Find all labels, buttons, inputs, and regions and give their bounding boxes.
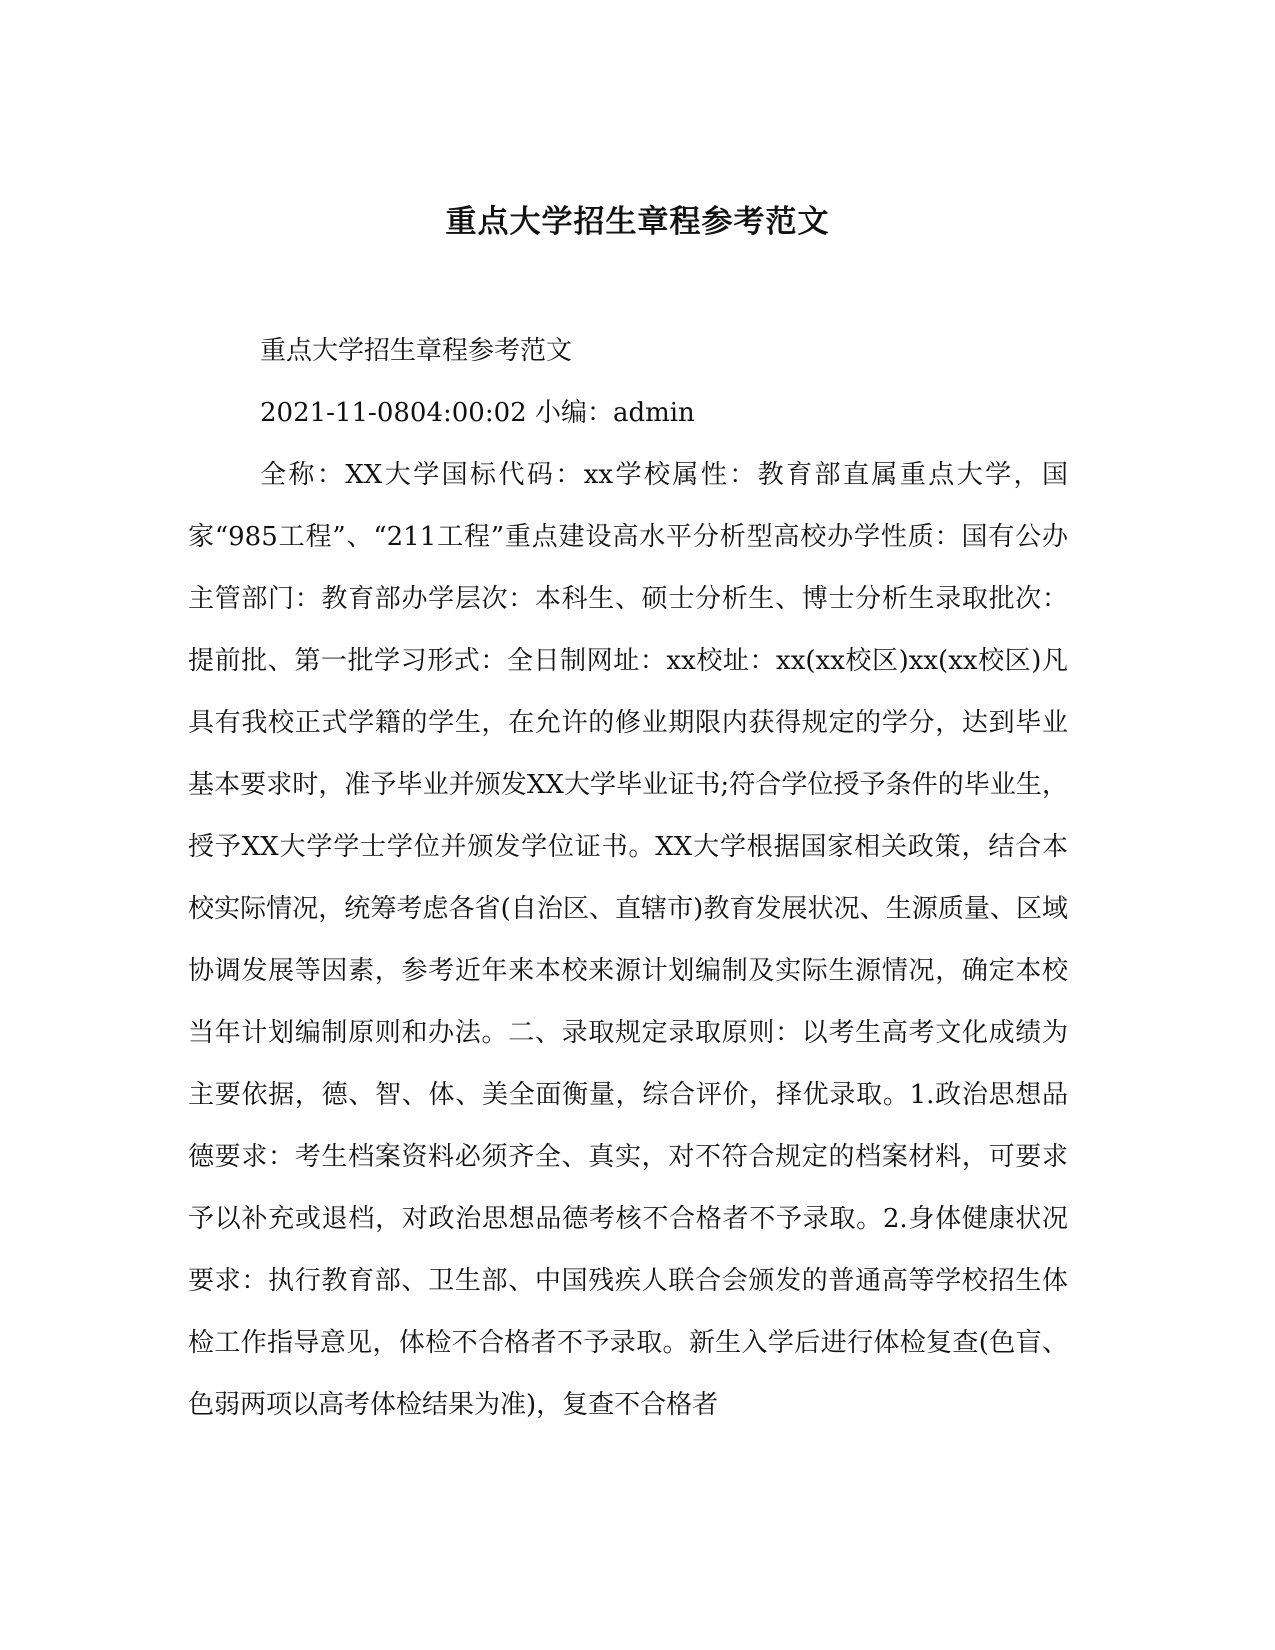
document-title: 重点大学招生章程参考范文 xyxy=(445,204,830,240)
document-body xyxy=(188,320,1068,1436)
document-subtitle: 重点大学招生章程参考范文 xyxy=(260,336,573,366)
document-meta: 2021-11-0804:00:02 小编：admin xyxy=(260,398,695,428)
body-paragraph: 全称：XX大学国标代码：xx学校属性：教育部直属重点大学，国家“985工程”、“211工程”重点建设高水平分析型高校办学性质：国有公办主管部门：教育部办学层次：本科生、硕士分析生、博士分析生录取批次：提前批、第一批学习形式：全日制网址：xx校址：xx(xx校区)xx(xx校区)凡具有我校正式学籍的学生，在允许的修业期限内获得规定的学分，达到毕业基本要求时，准予毕业并颁发XX大学毕业证书;符合学位授予条件的毕业生，授予XX大学学士学位并颁发学位证书。XX大学根据国家相关政策，结合本校实际情况，统筹考虑各省(自治区、直辖市)教育发展状况、生源质量、区域协调发展等因素，参考近年来本校来源计划编制及实际生源情况，确定本校当年计划编制原则和办法。二、录取规定录取原则：以考生高考文化成绩为主要依据，德、智、体、美全面衡量，综合评价，择优录取。1.政治思想品德要求：考生档案资料必须齐全、真实，对不符合规定的档案材料，可要求予以补充或退档，对政治思想品德考核不合格者不予录取。2.身体健康状况要求：执行教育部、卫生部、中国残疾人联合会颁发的普通高等学校招生体检工作指导意见，体检不合格者不予录取。新生入学后进行体检复查(色盲、色弱两项以高考体检结果为准)，复查不合格者 xyxy=(188,460,1068,1420)
